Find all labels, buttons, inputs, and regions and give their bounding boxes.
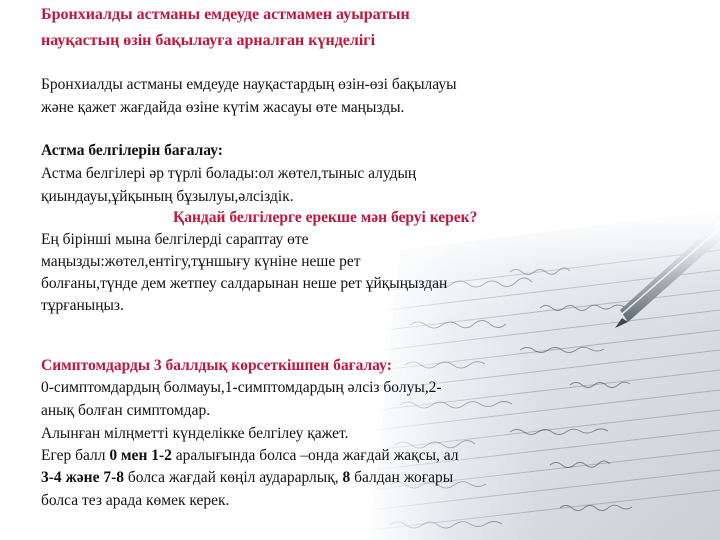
assessment-line-5: болғаны,түнде дем жетпеу салдарынан неше рет ұйқыңыздан (41, 275, 448, 292)
assessment-question: Қандай белгілерге ерекше мән беруі керек? (173, 209, 478, 226)
assessment-line-3: Ең бірінші мына белгілерді сараптау өте (41, 231, 309, 248)
page-title-line-2: науқастың өзін бақылауға арналған күнделігі (41, 32, 376, 49)
scoring-line-3: Алынған мілңметті күнделікке белгілеу қажет. (41, 425, 349, 442)
scoring-range-attention: 3-4 және 7-8 (41, 469, 125, 486)
scoring-line-5-text-end: балдан жоғары (350, 469, 454, 486)
scoring-heading: Симптомдарды 3 баллдық көрсеткішпен бағалау: (41, 357, 392, 374)
intro-line-1: Бронхиалды астманы емдеуде науқастардың өзін-өзі бақылауы (41, 76, 457, 93)
assessment-line-6: тұрғаныңыз. (41, 297, 124, 314)
scoring-threshold: 8 (342, 469, 351, 486)
assessment-line-2: қиындауы,ұйқының бұзылуы,әлсіздік. (41, 188, 294, 205)
text-content (41, 0, 541, 540)
intro-line-2: және қажет жағдайда өзіне күтім жасауы өте маңызды. (41, 99, 405, 116)
scoring-range-good: 0 мен 1-2 (109, 447, 172, 464)
scoring-line-5 (41, 468, 453, 488)
page-title-line-1: Бронхиалды астманы емдеуде астмамен ауыратын (41, 6, 410, 23)
assessment-line-1: Астма белгілері әр түрлі болады:ол жөтел,тыныс алудың (41, 165, 417, 182)
assessment-heading: Астма белгілерін бағалау: (41, 142, 223, 159)
scoring-line-4 (41, 446, 459, 466)
assessment-line-4: маңызды:жөтел,ентігу,тұншығу күніне неше рет (41, 253, 361, 270)
scoring-line-4-text-end: аралығында болса –онда жағдай жақсы, ал (171, 447, 459, 464)
scoring-line-2: анық болған симптомдар. (41, 402, 211, 419)
scoring-line-4-text: Егер балл (41, 447, 110, 464)
scoring-line-6: болса тез арада көмек керек. (41, 492, 230, 509)
scoring-line-1: 0-симптомдардың болмауы,1-симптомдардың әлсіз болуы,2- (41, 379, 442, 396)
scoring-line-5-text: болса жағдай көңіл аударарлық, (124, 469, 343, 486)
